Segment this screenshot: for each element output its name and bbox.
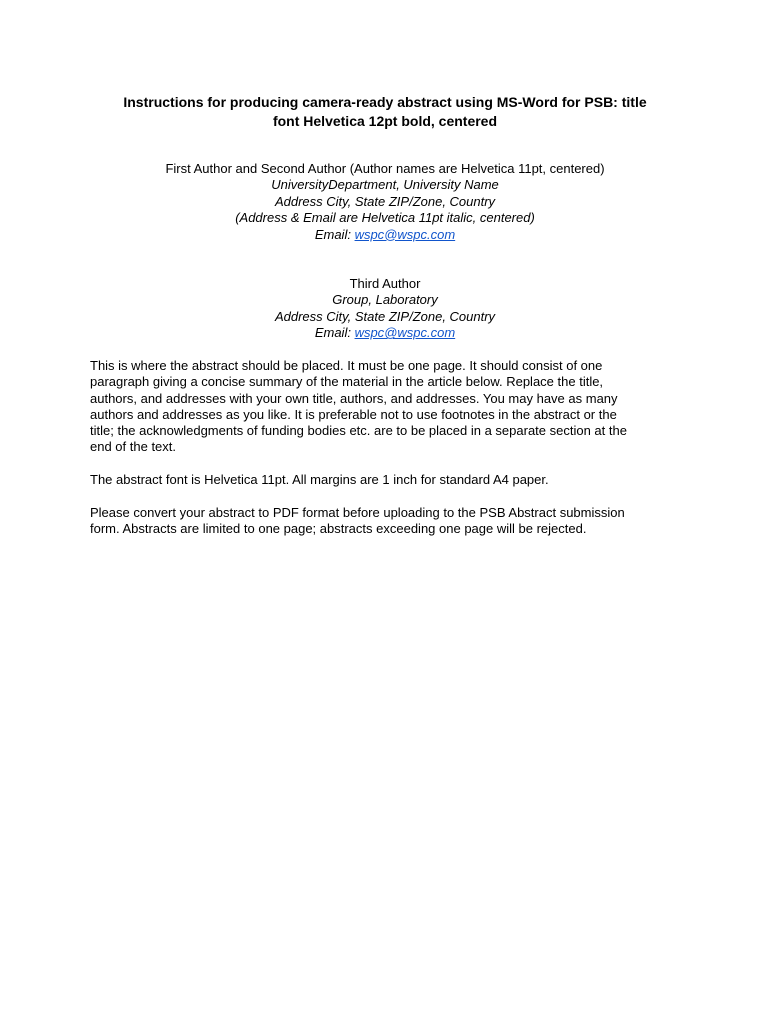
title-line-1: Instructions for producing camera-ready abstract using MS-Word for PSB: title (123, 94, 647, 110)
abstract-line: This is where the abstract should be placed. It must be one page. It should consist of one (90, 358, 603, 373)
author-address: Address City, State ZIP/Zone, Country (274, 193, 496, 209)
submission-paragraph (90, 505, 680, 538)
email-label: Email: (314, 325, 355, 341)
author-block-2 (90, 276, 680, 342)
abstract-line: authors and addresses as you like. It is preferable not to use footnotes in the abstract or the (90, 406, 617, 422)
submission-line: Please convert your abstract to PDF format before uploading to the PSB Abstract submission (90, 505, 625, 520)
author-email-line (90, 325, 680, 341)
abstract-line: authors, and addresses with your own title, authors, and addresses. You may have as many (90, 390, 618, 406)
document-title (90, 93, 680, 131)
font-note-paragraph (90, 472, 680, 488)
title-line-2: font Helvetica 12pt bold, centered (272, 113, 498, 129)
author-address: Address City, State ZIP/Zone, Country (274, 308, 496, 324)
email-link[interactable]: wspc@wspc.com (354, 325, 456, 341)
author-block-1 (90, 161, 680, 243)
author-affiliation: Group, Laboratory (332, 292, 438, 308)
author-names: Third Author (349, 276, 421, 291)
abstract-line: title; the acknowledgments of funding bodies etc. are to be placed in a separate section at the (90, 423, 627, 439)
author-affiliation: UniversityDepartment, University Name (271, 177, 499, 193)
abstract-line: paragraph giving a concise summary of the material in the article below. Replace the title, (90, 374, 604, 390)
author-email-line (90, 227, 680, 243)
email-link[interactable]: wspc@wspc.com (354, 226, 456, 242)
abstract-line: end of the text. (90, 439, 177, 455)
font-note-line: The abstract font is Helvetica 11pt. All margins are 1 inch for standard A4 paper. (90, 472, 549, 487)
author-address-note: (Address & Email are Helvetica 11pt italic, centered) (235, 210, 535, 226)
abstract-paragraph (90, 358, 680, 456)
email-label: Email: (314, 226, 355, 242)
submission-line: form. Abstracts are limited to one page; abstracts exceeding one page will be rejected. (90, 521, 587, 537)
author-names: First Author and Second Author (Author names are Helvetica 11pt, centered) (165, 161, 605, 176)
